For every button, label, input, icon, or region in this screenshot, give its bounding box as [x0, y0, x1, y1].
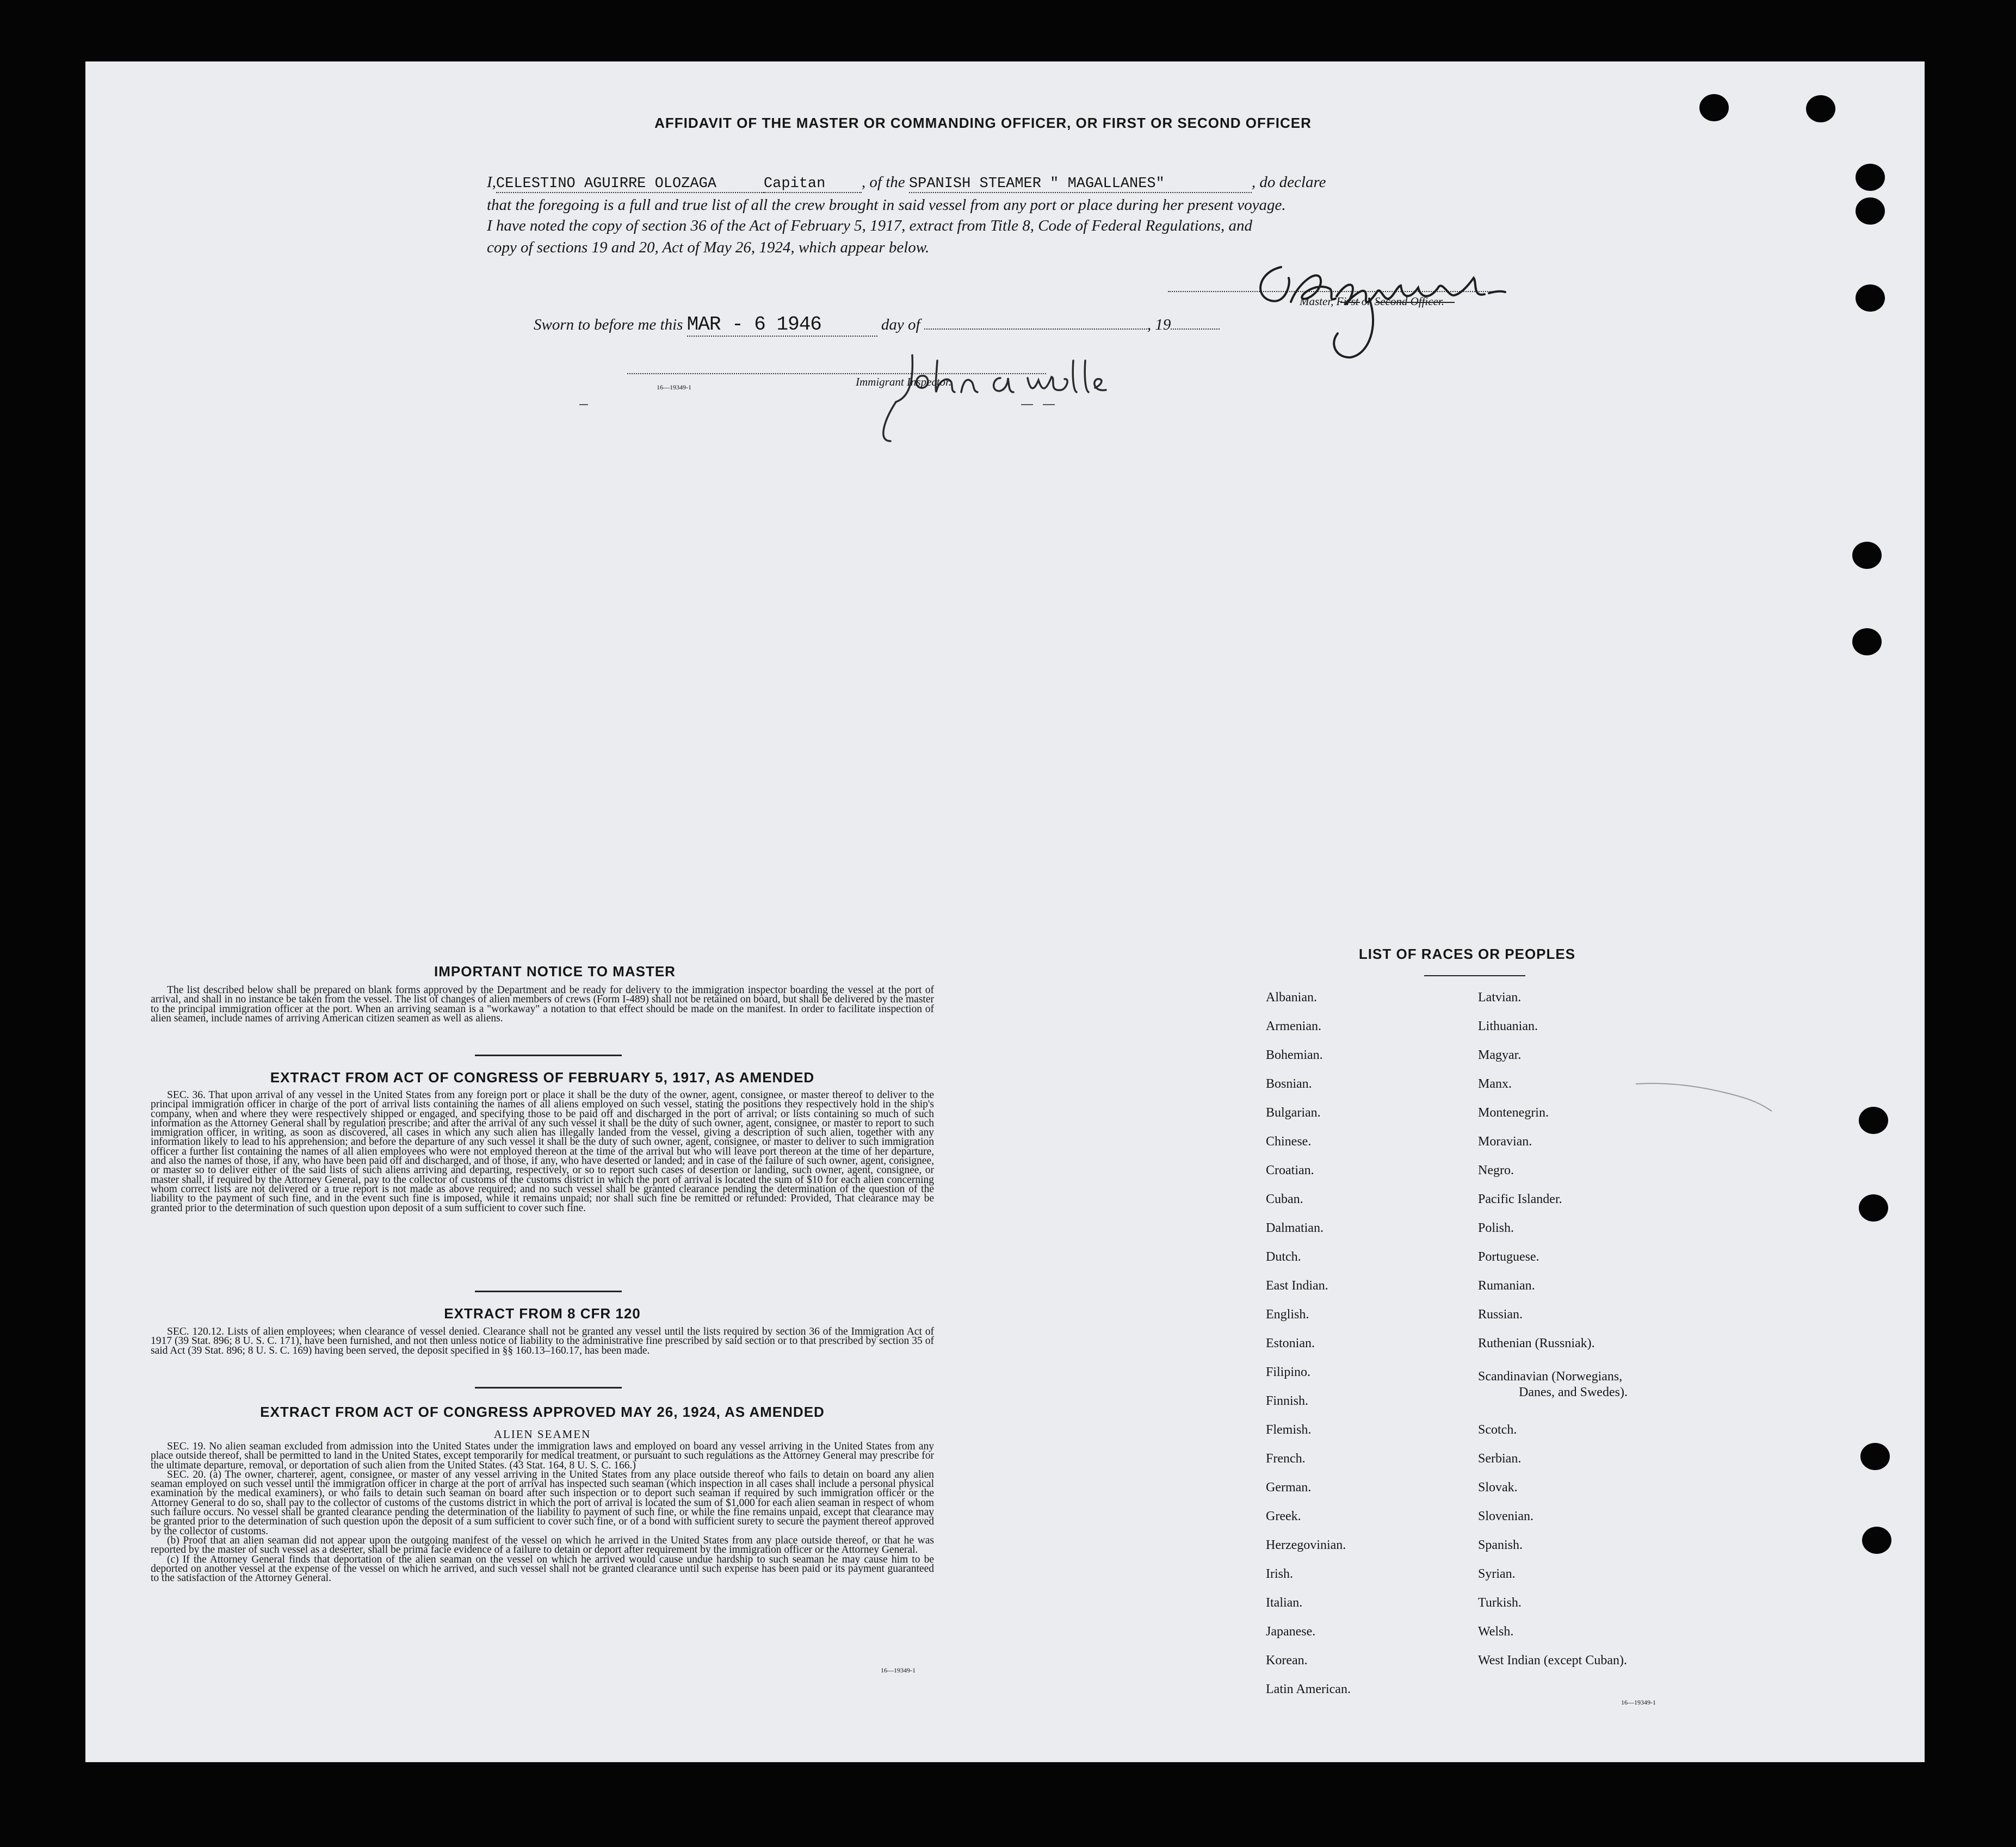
master-caption: Master, First or Second Officer. [1300, 295, 1444, 308]
sworn-prefix: Sworn to before me this [534, 316, 683, 333]
race-item: Latin American. [1266, 1682, 1351, 1696]
race-item: Pacific Islander. [1478, 1192, 1562, 1206]
extract-1924-title: EXTRACT FROM ACT OF CONGRESS APPROVED MAY 26, 1924, AS AMENDED [260, 1404, 825, 1420]
race-item: Magyar. [1478, 1048, 1522, 1062]
punch-hole [1862, 1527, 1891, 1554]
master-signature [1239, 246, 1511, 371]
race-item: German. [1266, 1480, 1312, 1495]
stray-mark [1021, 404, 1033, 405]
sworn-month-field[interactable] [924, 314, 1147, 330]
punch-hole [1806, 95, 1835, 122]
divider-rule [475, 1291, 622, 1292]
punch-hole [1699, 94, 1729, 121]
race-item: Bulgarian. [1266, 1106, 1321, 1120]
race-item: Chinese. [1266, 1135, 1312, 1149]
race-item: Croatian. [1266, 1163, 1314, 1177]
extract-cfr-text: SEC. 120.12. Lists of alien employees; when clearance of vessel denied. Clearance shall not be granted any vessel until the lists required by section 36 of the Immigration Act of 1917 (39 Stat. 896; 8 U. S. C. 171), have been furnished, and not then unless notice of liability to the administrative fine prescribed by said section or to that prescribed by section 35 of said Act (39 Stat. 896; 8 U. S. C. 169) having been served, the deposit specified in §§ 160.13–160.17, has been made. [151, 1326, 934, 1356]
race-item: Spanish. [1478, 1538, 1523, 1552]
of-the-label: , of the [861, 173, 905, 191]
punch-hole [1859, 1107, 1888, 1134]
race-item: Flemish. [1266, 1423, 1312, 1437]
race-item: Bosnian. [1266, 1077, 1312, 1091]
divider-rule [475, 1055, 622, 1056]
sec-20c-text: (c) If the Attorney General finds that deportation of the alien seaman on the vessel on which he arrived would cause undue hardship to such seaman he may cause him to be deported on another vessel at the expense of the vessel on which he arrived, and such vessel shall not be granted clearance until such expense has been paid or its payment guaranteed to the satisfaction of the Attorney General. [151, 1553, 934, 1584]
race-item: Russian. [1478, 1307, 1523, 1322]
punch-hole [1859, 1194, 1888, 1222]
vessel-name-field[interactable]: SPANISH STEAMER " MAGALLANES" [909, 176, 1252, 193]
master-rank-field[interactable]: Capitan [764, 176, 862, 193]
race-item: Greek. [1266, 1509, 1301, 1523]
race-item: Scotch. [1478, 1423, 1517, 1437]
race-item: Dutch. [1266, 1250, 1301, 1264]
race-item: Slovak. [1478, 1480, 1518, 1495]
stray-mark [579, 404, 588, 405]
race-item: English. [1266, 1307, 1309, 1322]
race-item: Ruthenian (Russniak). [1478, 1336, 1595, 1350]
races-form-number: 16—19349-1 [1621, 1699, 1656, 1706]
race-item-continuation: Danes, and Swedes). [1519, 1385, 1628, 1399]
affidavit-line-1 [487, 173, 1326, 195]
race-item: French. [1266, 1452, 1306, 1466]
first-strike [1340, 302, 1360, 303]
race-item: Lithuanian. [1478, 1019, 1538, 1033]
punch-hole [1860, 1443, 1890, 1470]
pencil-mark [1636, 1073, 1777, 1117]
affidavit-form-number: 16—19349-1 [657, 383, 691, 391]
race-item: Dalmatian. [1266, 1221, 1324, 1235]
race-item: Italian. [1266, 1596, 1303, 1610]
race-item: Syrian. [1478, 1567, 1516, 1581]
extract-1924-body [151, 1442, 934, 1583]
sec-19-text: SEC. 19. No alien seaman excluded from admission into the United States under the immigration laws and employed on board any vessel arriving in the United States from any place outside thereof, shall be permitted to land in the United States, except temporarily for medical treatment, or pursuant to such regulations as the Attorney General may prescribe for the ultimate departure, removal, or deportation of such alien from the United States. (43 Stat. 164, 8 U. S. C. 166.) [151, 1441, 934, 1471]
races-title: LIST OF RACES OR PEOPLES [1358, 946, 1576, 962]
master-name-field[interactable]: CELESTINO AGUIRRE OLOZAGA [496, 176, 764, 193]
extract-1917-text: SEC. 36. That upon arrival of any vessel in the United States from any foreign port or place it shall be the duty of the owner, agent, consignee, or master thereof to deliver to the principal immigration officer in charge of the port of arrival lists containing the names of all aliens employed on such vessel, stating the positions they respectively hold in the ship's company, when and where they were respectively shipped or engaged, and specifying those to be paid off and discharged in the port of arrival; or lists containing so much of such information as the Attorney General shall by regulation prescribe; and after the arrival of any such vessel it shall be the duty of such owner, agent, consignee, or master to report to such immigration officer, in writing, as soon as discovered, all cases in which any such alien has illegally landed from the vessel, giving a description of such alien, together with any information likely to lead to his apprehension; and before the departure of any such vessel it shall be the duty of such owner, agent, consignee, or master to deliver to such immigration officer a further list containing the names of all alien employees who were not employed thereon at the time of the arrival but who will leave port thereon at the time of her departure, and also the names of those, if any, who have been paid off and discharged, and of those, if any, who have deserted or landed; and in case of the failure of such owner, agent, consignee, or master so to deliver either of the said lists of such aliens arriving and departing, respectively, or so to report such cases of desertion or landing, such owner, agent, consignee, or master shall, if required by the Attorney General, pay to the collector of customs of the customs district in which the port of arrival is located the sum of $10 for each alien concerning whom correct lists are not delivered or a true report is not made as above required; and no such vessel shall be granted clearance pending the determination of the question of the liability to the payment of such fine, and in the event such fine is imposed, while it remains unpaid; nor shall such fine be remitted or refunded: Provided, That clearance may be granted prior to the determination of such question upon deposit of a sum sufficient to cover such fine. [151, 1089, 934, 1214]
affidavit-pronoun: I, [487, 173, 496, 191]
sworn-line [534, 313, 1393, 335]
race-item: Portuguese. [1478, 1250, 1539, 1264]
alien-seamen-subtitle: ALIEN SEAMEN [493, 1428, 591, 1441]
race-item: Irish. [1266, 1567, 1293, 1581]
divider-rule [475, 1387, 622, 1389]
year-prefix: , 19 [1147, 316, 1171, 333]
inspector-signature [825, 344, 1141, 464]
affidavit-line-2: that the foregoing is a full and true list of all the crew brought in said vessel from any port or place during her present voyage. [487, 196, 1286, 214]
divider-rule [1424, 975, 1525, 976]
race-item: Bohemian. [1266, 1048, 1323, 1062]
day-of-label: day of [881, 316, 920, 333]
extract-cfr-title: EXTRACT FROM 8 CFR 120 [444, 1305, 641, 1322]
second-officer-strike [1376, 302, 1455, 303]
race-item: Serbian. [1478, 1452, 1522, 1466]
punch-hole [1852, 628, 1882, 655]
sworn-year-field[interactable] [1171, 314, 1220, 330]
extract-1917-title: EXTRACT FROM ACT OF CONGRESS OF FEBRUARY 5, 1917, AS AMENDED [270, 1069, 815, 1086]
race-item: Filipino. [1266, 1365, 1311, 1379]
race-item: Manx. [1478, 1077, 1512, 1091]
stray-mark [1043, 404, 1055, 405]
race-item: Armenian. [1266, 1019, 1321, 1033]
notice-title: IMPORTANT NOTICE TO MASTER [434, 963, 676, 980]
race-item: Moravian. [1478, 1135, 1532, 1149]
race-item: Scandinavian (Norwegians, [1478, 1369, 1623, 1384]
race-item: Welsh. [1478, 1625, 1514, 1639]
race-item: Japanese. [1266, 1625, 1316, 1639]
punch-hole [1856, 164, 1885, 191]
punch-hole [1856, 284, 1885, 312]
notice-text: The list described below shall be prepared on blank forms approved by the Department and be ready for delivery to the immigration inspector boarding the vessel at the port of arrival, and shall in no instance be taken from the vessel. The list of changes of alien members of crews (Form I-489) shall not be retained on board, but shall be delivered by the master to the principal immigration officer at the port. When an arriving seaman is a "workaway" a notation to that effect should be made on the manifest. In order to facilitate inspection of alien seamen, include names of arriving American citizen seamen as well as aliens. [151, 984, 934, 1024]
punch-hole [1852, 542, 1882, 569]
race-item: Latvian. [1478, 990, 1522, 1005]
affidavit-line-4: copy of sections 19 and 20, Act of May 26, 1924, which appear below. [487, 239, 930, 256]
race-item: Estonian. [1266, 1336, 1315, 1350]
punch-hole [1856, 197, 1885, 225]
race-item: West Indian (except Cuban). [1478, 1653, 1627, 1668]
affidavit-title: AFFIDAVIT OF THE MASTER OR COMMANDING OFFICER, OR FIRST OR SECOND OFFICER [654, 115, 1312, 131]
sec-20a-text: SEC. 20. (a) The owner, charterer, agent, consignee, or master of any vessel arriving in the United States from any place outside thereof who fails to detain on board any alien seaman employed on such vessel until the immigration officer in charge at the port of arrival has inspected such seaman (which inspection in all cases shall include a personal physical examination by the medical examiners), or who fails to detain such seaman on board after such inspection or to deport such seaman if required by such immigration officer or the Attorney General to do so, shall pay to the collector of customs of the customs district in which the port of arrival is located the sum of $1,000 for each alien seaman in respect of whom such failure occurs. No vessel shall be granted clearance pending the determination of the liability to payment of such fine, or while the fine remains unpaid, except that clearance may be granted prior to the determination of such question upon the deposit of a sum sufficient to cover such fine, or of a bond with sufficient surety to secure the payment thereof approved by the collector of customs. [151, 1468, 934, 1537]
race-item: East Indian. [1266, 1279, 1328, 1293]
affidavit-line-3: I have noted the copy of section 36 of the Act of February 5, 1917, extract from Title 8, Code of Federal Regulations, and [487, 217, 1253, 234]
extract-form-number: 16—19349-1 [881, 1666, 916, 1674]
race-item: Korean. [1266, 1653, 1308, 1668]
document-page [85, 61, 1925, 1762]
sworn-date-stamp[interactable]: MAR - 6 1946 [687, 313, 877, 337]
inspector-caption: Immigrant Inspector. [856, 375, 952, 388]
race-item: Slovenian. [1478, 1509, 1533, 1523]
race-item: Finnish. [1266, 1394, 1309, 1408]
race-item: Montenegrin. [1478, 1106, 1549, 1120]
races-left-column [1266, 990, 1462, 1762]
sec-20b-text: (b) Proof that an alien seaman did not appear upon the outgoing manifest of the vessel on which he arrived in the United States from any place outside thereof, or that he was reported by the master of such vessel as a deserter, shall be prima facie evidence of a failure to detain or deport after requirement by the immigration officer or the Attorney General. [151, 1534, 934, 1556]
race-item: Polish. [1478, 1221, 1514, 1235]
race-item: Rumanian. [1478, 1279, 1535, 1293]
race-item: Albanian. [1266, 990, 1317, 1005]
do-declare-label: , do declare [1251, 173, 1326, 191]
race-item: Cuban. [1266, 1192, 1303, 1206]
race-item: Turkish. [1478, 1596, 1522, 1610]
race-item: Negro. [1478, 1163, 1514, 1177]
race-item: Herzegovinian. [1266, 1538, 1346, 1552]
